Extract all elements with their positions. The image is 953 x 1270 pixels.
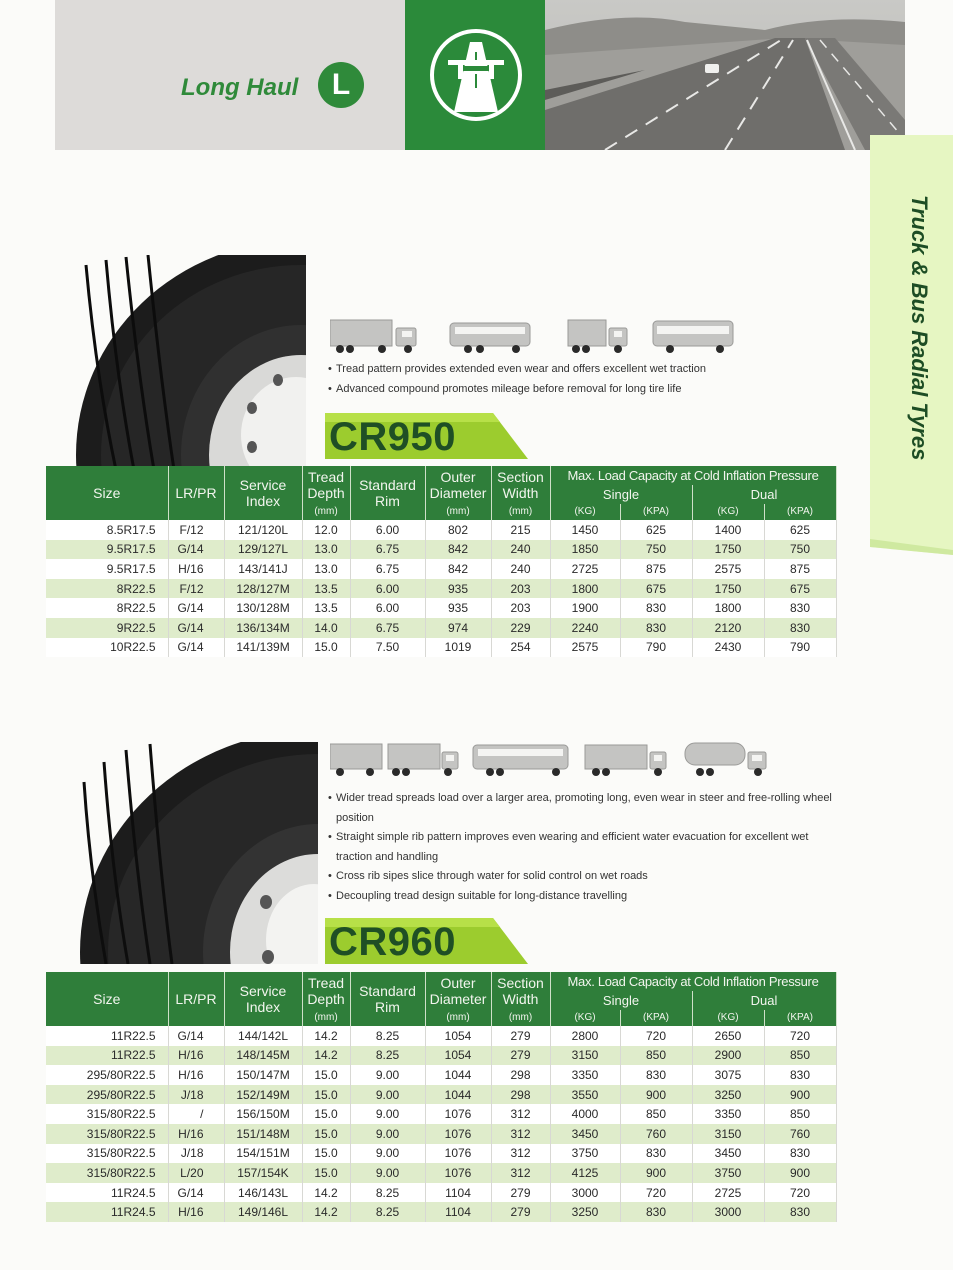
col-single: Single <box>550 991 692 1010</box>
cell-size: 295/80R22.5 <box>46 1085 168 1105</box>
cell-tread-depth: 12.0 <box>302 520 350 540</box>
cell-section-width: 203 <box>491 579 550 599</box>
cell-single-kg: 2575 <box>550 638 620 658</box>
cell-section-width: 215 <box>491 520 550 540</box>
cr950-feature-list <box>328 360 828 399</box>
cr960-spec-table <box>46 972 836 1222</box>
cell-standard-rim: 8.25 <box>350 1046 425 1066</box>
cell-lr-pr: L/20 <box>168 1163 224 1183</box>
unit-kpa: (KPA) <box>620 1010 692 1026</box>
col-standard-rim: Standard Rim <box>350 972 425 1026</box>
cell-single-kpa: 830 <box>620 618 692 638</box>
cell-lr-pr: H/16 <box>168 1065 224 1085</box>
unit-kg: (KG) <box>692 1010 764 1026</box>
cr950-vehicle-icons <box>330 318 735 358</box>
cell-single-kpa: 900 <box>620 1085 692 1105</box>
cell-standard-rim: 9.00 <box>350 1065 425 1085</box>
cell-single-kg: 3250 <box>550 1202 620 1222</box>
category-badge: L <box>318 62 364 108</box>
cell-tread-depth: 15.0 <box>302 638 350 658</box>
cell-dual-kpa: 830 <box>764 618 836 638</box>
unit-mm: (mm) <box>491 1010 550 1026</box>
cell-dual-kg: 1750 <box>692 579 764 599</box>
cell-outer-diameter: 802 <box>425 520 491 540</box>
cell-service-index: 128/127M <box>224 579 302 599</box>
cell-dual-kg: 3075 <box>692 1065 764 1085</box>
cell-section-width: 298 <box>491 1085 550 1105</box>
cell-section-width: 240 <box>491 540 550 560</box>
cr960-vehicle-icons <box>330 740 770 780</box>
cell-service-index: 144/142L <box>224 1026 302 1046</box>
feature-item: • Straight simple rib pattern improves even wearing and efficient water evacuation for excellent wet traction and handling <box>328 828 843 867</box>
feature-item: • Cross rib sipes slice through water for solid control on wet roads <box>328 867 843 887</box>
cell-size: 11R22.5 <box>46 1046 168 1066</box>
cell-lr-pr: G/14 <box>168 1183 224 1203</box>
highway-icon <box>428 20 524 130</box>
table-row <box>46 598 836 618</box>
cell-size: 8.5R17.5 <box>46 520 168 540</box>
table-row <box>46 540 836 560</box>
cell-size: 11R24.5 <box>46 1183 168 1203</box>
cell-tread-depth: 15.0 <box>302 1065 350 1085</box>
cr960-feature-list <box>328 789 843 906</box>
cr950-table-body <box>46 520 836 657</box>
table-row <box>46 520 836 540</box>
cell-single-kg: 2240 <box>550 618 620 638</box>
cell-single-kpa: 830 <box>620 1202 692 1222</box>
cell-single-kg: 1800 <box>550 579 620 599</box>
cell-dual-kg: 2575 <box>692 559 764 579</box>
cell-outer-diameter: 1104 <box>425 1183 491 1203</box>
cell-outer-diameter: 1104 <box>425 1202 491 1222</box>
cell-lr-pr: G/14 <box>168 618 224 638</box>
unit-kpa: (KPA) <box>620 504 692 520</box>
cell-outer-diameter: 1044 <box>425 1065 491 1085</box>
cell-dual-kg: 2430 <box>692 638 764 658</box>
cell-single-kg: 3550 <box>550 1085 620 1105</box>
table-row <box>46 638 836 658</box>
cell-dual-kg: 3250 <box>692 1085 764 1105</box>
cell-dual-kpa: 875 <box>764 559 836 579</box>
cell-outer-diameter: 1044 <box>425 1085 491 1105</box>
cell-section-width: 254 <box>491 638 550 658</box>
cell-service-index: 150/147M <box>224 1065 302 1085</box>
cell-dual-kpa: 850 <box>764 1104 836 1124</box>
cr950-model-banner <box>325 413 530 457</box>
col-section-width: Section Width <box>491 972 550 1010</box>
table-row <box>46 1163 836 1183</box>
cell-dual-kg: 2120 <box>692 618 764 638</box>
cell-lr-pr: H/16 <box>168 1046 224 1066</box>
cell-standard-rim: 6.75 <box>350 540 425 560</box>
table-row <box>46 1046 836 1066</box>
unit-mm: (mm) <box>302 504 350 520</box>
cell-tread-depth: 14.2 <box>302 1046 350 1066</box>
cell-section-width: 279 <box>491 1046 550 1066</box>
cell-lr-pr: H/16 <box>168 559 224 579</box>
cell-tread-depth: 14.2 <box>302 1183 350 1203</box>
cell-dual-kpa: 625 <box>764 520 836 540</box>
feature-item: • Tread pattern provides extended even wear and offers excellent wet traction <box>328 360 828 380</box>
cell-single-kg: 1850 <box>550 540 620 560</box>
table-row <box>46 1026 836 1046</box>
cell-tread-depth: 13.0 <box>302 559 350 579</box>
cell-lr-pr: F/12 <box>168 579 224 599</box>
feature-item: • Wider tread spreads load over a larger area, promoting long, even wear in steer and free-rolling wheel position <box>328 789 843 828</box>
cell-dual-kg: 2725 <box>692 1183 764 1203</box>
cell-single-kpa: 830 <box>620 1144 692 1164</box>
cell-dual-kg: 2650 <box>692 1026 764 1046</box>
highway-photo <box>545 0 905 150</box>
col-size: Size <box>46 466 168 520</box>
cell-single-kpa: 900 <box>620 1163 692 1183</box>
cell-dual-kpa: 900 <box>764 1085 836 1105</box>
cell-size: 295/80R22.5 <box>46 1065 168 1085</box>
cell-standard-rim: 6.00 <box>350 579 425 599</box>
cell-standard-rim: 9.00 <box>350 1163 425 1183</box>
col-standard-rim: Standard Rim <box>350 466 425 520</box>
cell-section-width: 279 <box>491 1183 550 1203</box>
col-tread-depth: Tread Depth <box>302 972 350 1010</box>
cell-dual-kpa: 900 <box>764 1163 836 1183</box>
col-dual: Dual <box>692 991 836 1010</box>
cell-service-index: 129/127L <box>224 540 302 560</box>
cell-size: 315/80R22.5 <box>46 1144 168 1164</box>
table-row <box>46 1183 836 1203</box>
cell-service-index: 157/154K <box>224 1163 302 1183</box>
col-dual: Dual <box>692 485 836 504</box>
table-row <box>46 579 836 599</box>
cell-dual-kpa: 850 <box>764 1046 836 1066</box>
table-row <box>46 1085 836 1105</box>
cell-standard-rim: 6.75 <box>350 559 425 579</box>
cell-standard-rim: 8.25 <box>350 1026 425 1046</box>
cell-section-width: 203 <box>491 598 550 618</box>
cell-section-width: 298 <box>491 1065 550 1085</box>
cell-section-width: 240 <box>491 559 550 579</box>
cell-lr-pr: J/18 <box>168 1144 224 1164</box>
table-row <box>46 1202 836 1222</box>
col-lr-pr: LR/PR <box>168 972 224 1026</box>
table-row <box>46 1104 836 1124</box>
col-section-width: Section Width <box>491 466 550 504</box>
cell-size: 9R22.5 <box>46 618 168 638</box>
cell-service-index: 154/151M <box>224 1144 302 1164</box>
cell-single-kpa: 830 <box>620 598 692 618</box>
cell-dual-kpa: 830 <box>764 1065 836 1085</box>
col-single: Single <box>550 485 692 504</box>
cell-size: 315/80R22.5 <box>46 1163 168 1183</box>
cell-outer-diameter: 1019 <box>425 638 491 658</box>
cell-single-kpa: 760 <box>620 1124 692 1144</box>
cr950-model-name: CR950 <box>329 415 457 459</box>
cell-single-kpa: 850 <box>620 1046 692 1066</box>
cell-lr-pr: J/18 <box>168 1085 224 1105</box>
cell-lr-pr: / <box>168 1104 224 1124</box>
cell-single-kpa: 720 <box>620 1183 692 1203</box>
cell-tread-depth: 13.5 <box>302 598 350 618</box>
cell-section-width: 312 <box>491 1163 550 1183</box>
cell-outer-diameter: 935 <box>425 598 491 618</box>
cr960-tyre-image <box>56 742 318 964</box>
cell-tread-depth: 13.5 <box>302 579 350 599</box>
cell-dual-kpa: 720 <box>764 1183 836 1203</box>
cell-tread-depth: 15.0 <box>302 1104 350 1124</box>
cell-dual-kpa: 675 <box>764 579 836 599</box>
cell-single-kpa: 830 <box>620 1065 692 1085</box>
cell-outer-diameter: 1054 <box>425 1046 491 1066</box>
cell-single-kpa: 625 <box>620 520 692 540</box>
cell-single-kpa: 875 <box>620 559 692 579</box>
cell-lr-pr: G/14 <box>168 638 224 658</box>
cell-lr-pr: G/14 <box>168 598 224 618</box>
cell-tread-depth: 15.0 <box>302 1144 350 1164</box>
cell-outer-diameter: 842 <box>425 540 491 560</box>
cell-section-width: 312 <box>491 1124 550 1144</box>
cell-standard-rim: 6.75 <box>350 618 425 638</box>
cell-dual-kg: 1400 <box>692 520 764 540</box>
cell-outer-diameter: 1076 <box>425 1124 491 1144</box>
cell-section-width: 229 <box>491 618 550 638</box>
cell-outer-diameter: 974 <box>425 618 491 638</box>
cell-single-kg: 1450 <box>550 520 620 540</box>
feature-item: • Decoupling tread design suitable for long-distance travelling <box>328 887 843 907</box>
cell-dual-kg: 3150 <box>692 1124 764 1144</box>
cr960-model-banner <box>325 918 530 962</box>
cell-outer-diameter: 1054 <box>425 1026 491 1046</box>
cell-tread-depth: 15.0 <box>302 1163 350 1183</box>
cell-service-index: 152/149M <box>224 1085 302 1105</box>
cr950-tyre-image <box>56 255 306 470</box>
cell-service-index: 151/148M <box>224 1124 302 1144</box>
unit-mm: (mm) <box>425 1010 491 1026</box>
side-tab-title: Truck & Bus Radial Tyres <box>907 195 932 461</box>
cell-dual-kg: 1800 <box>692 598 764 618</box>
cell-standard-rim: 9.00 <box>350 1085 425 1105</box>
cell-tread-depth: 14.0 <box>302 618 350 638</box>
cell-single-kg: 2725 <box>550 559 620 579</box>
unit-kpa: (KPA) <box>764 504 836 520</box>
cell-lr-pr: F/12 <box>168 520 224 540</box>
cell-outer-diameter: 1076 <box>425 1163 491 1183</box>
cell-single-kpa: 720 <box>620 1026 692 1046</box>
cell-dual-kpa: 790 <box>764 638 836 658</box>
cell-service-index: 148/145M <box>224 1046 302 1066</box>
cell-single-kpa: 790 <box>620 638 692 658</box>
cell-dual-kg: 2900 <box>692 1046 764 1066</box>
cell-service-index: 146/143L <box>224 1183 302 1203</box>
unit-mm: (mm) <box>302 1010 350 1026</box>
cell-single-kg: 4000 <box>550 1104 620 1124</box>
cell-standard-rim: 8.25 <box>350 1202 425 1222</box>
unit-kg: (KG) <box>550 504 620 520</box>
col-service-index: Service Index <box>224 466 302 520</box>
unit-kg: (KG) <box>550 1010 620 1026</box>
table-row <box>46 1124 836 1144</box>
cell-size: 8R22.5 <box>46 579 168 599</box>
cell-single-kg: 4125 <box>550 1163 620 1183</box>
cell-single-kpa: 850 <box>620 1104 692 1124</box>
cell-single-kpa: 675 <box>620 579 692 599</box>
cell-single-kpa: 750 <box>620 540 692 560</box>
cell-section-width: 279 <box>491 1202 550 1222</box>
col-outer-diameter: Outer Diameter <box>425 466 491 504</box>
cell-lr-pr: H/16 <box>168 1202 224 1222</box>
cell-standard-rim: 9.00 <box>350 1104 425 1124</box>
cell-size: 10R22.5 <box>46 638 168 658</box>
cell-tread-depth: 13.0 <box>302 540 350 560</box>
cell-single-kg: 3450 <box>550 1124 620 1144</box>
cell-single-kg: 3750 <box>550 1144 620 1164</box>
cell-outer-diameter: 1076 <box>425 1104 491 1124</box>
cell-service-index: 121/120L <box>224 520 302 540</box>
cell-size: 9.5R17.5 <box>46 540 168 560</box>
cell-size: 315/80R22.5 <box>46 1124 168 1144</box>
cell-single-kg: 3350 <box>550 1065 620 1085</box>
col-outer-diameter: Outer Diameter <box>425 972 491 1010</box>
cell-standard-rim: 8.25 <box>350 1183 425 1203</box>
cell-tread-depth: 14.2 <box>302 1026 350 1046</box>
cell-outer-diameter: 935 <box>425 579 491 599</box>
cell-single-kg: 3150 <box>550 1046 620 1066</box>
cell-service-index: 136/134M <box>224 618 302 638</box>
cell-size: 8R22.5 <box>46 598 168 618</box>
col-lr-pr: LR/PR <box>168 466 224 520</box>
cell-lr-pr: G/14 <box>168 1026 224 1046</box>
cell-service-index: 149/146L <box>224 1202 302 1222</box>
cell-dual-kpa: 830 <box>764 1202 836 1222</box>
cell-standard-rim: 6.00 <box>350 520 425 540</box>
cell-size: 9.5R17.5 <box>46 559 168 579</box>
cell-dual-kg: 3750 <box>692 1163 764 1183</box>
cell-dual-kpa: 720 <box>764 1026 836 1046</box>
unit-mm: (mm) <box>491 504 550 520</box>
cell-single-kg: 1900 <box>550 598 620 618</box>
cell-dual-kg: 3350 <box>692 1104 764 1124</box>
cell-dual-kg: 1750 <box>692 540 764 560</box>
col-tread-depth: Tread Depth <box>302 466 350 504</box>
unit-kpa: (KPA) <box>764 1010 836 1026</box>
cell-dual-kg: 3000 <box>692 1202 764 1222</box>
cell-standard-rim: 7.50 <box>350 638 425 658</box>
cell-dual-kpa: 830 <box>764 598 836 618</box>
unit-mm: (mm) <box>425 504 491 520</box>
cell-size: 11R22.5 <box>46 1026 168 1046</box>
cell-service-index: 156/150M <box>224 1104 302 1124</box>
cell-section-width: 312 <box>491 1104 550 1124</box>
cell-dual-kpa: 830 <box>764 1144 836 1164</box>
cr960-table-body <box>46 1026 836 1222</box>
table-row <box>46 618 836 638</box>
table-row <box>46 559 836 579</box>
col-size: Size <box>46 972 168 1026</box>
cell-tread-depth: 14.2 <box>302 1202 350 1222</box>
cell-standard-rim: 9.00 <box>350 1144 425 1164</box>
cr960-model-name: CR960 <box>329 920 457 964</box>
cell-size: 315/80R22.5 <box>46 1104 168 1124</box>
unit-kg: (KG) <box>692 504 764 520</box>
cell-standard-rim: 6.00 <box>350 598 425 618</box>
table-row <box>46 1065 836 1085</box>
cell-outer-diameter: 842 <box>425 559 491 579</box>
cell-tread-depth: 15.0 <box>302 1085 350 1105</box>
feature-item: • Advanced compound promotes mileage before removal for long tire life <box>328 380 828 400</box>
cell-section-width: 279 <box>491 1026 550 1046</box>
cell-standard-rim: 9.00 <box>350 1124 425 1144</box>
category-label: Long Haul <box>181 74 299 101</box>
col-max-load: Max. Load Capacity at Cold Inflation Pressure <box>550 466 836 485</box>
col-service-index: Service Index <box>224 972 302 1026</box>
cell-lr-pr: G/14 <box>168 540 224 560</box>
cell-service-index: 141/139M <box>224 638 302 658</box>
cell-dual-kpa: 760 <box>764 1124 836 1144</box>
col-max-load: Max. Load Capacity at Cold Inflation Pressure <box>550 972 836 991</box>
cell-dual-kpa: 750 <box>764 540 836 560</box>
cell-service-index: 130/128M <box>224 598 302 618</box>
cell-single-kg: 3000 <box>550 1183 620 1203</box>
cr950-spec-table <box>46 466 836 657</box>
cell-single-kg: 2800 <box>550 1026 620 1046</box>
cell-dual-kg: 3450 <box>692 1144 764 1164</box>
cell-size: 11R24.5 <box>46 1202 168 1222</box>
cell-lr-pr: H/16 <box>168 1124 224 1144</box>
cell-section-width: 312 <box>491 1144 550 1164</box>
cell-tread-depth: 15.0 <box>302 1124 350 1144</box>
table-row <box>46 1144 836 1164</box>
cell-outer-diameter: 1076 <box>425 1144 491 1164</box>
cell-service-index: 143/141J <box>224 559 302 579</box>
